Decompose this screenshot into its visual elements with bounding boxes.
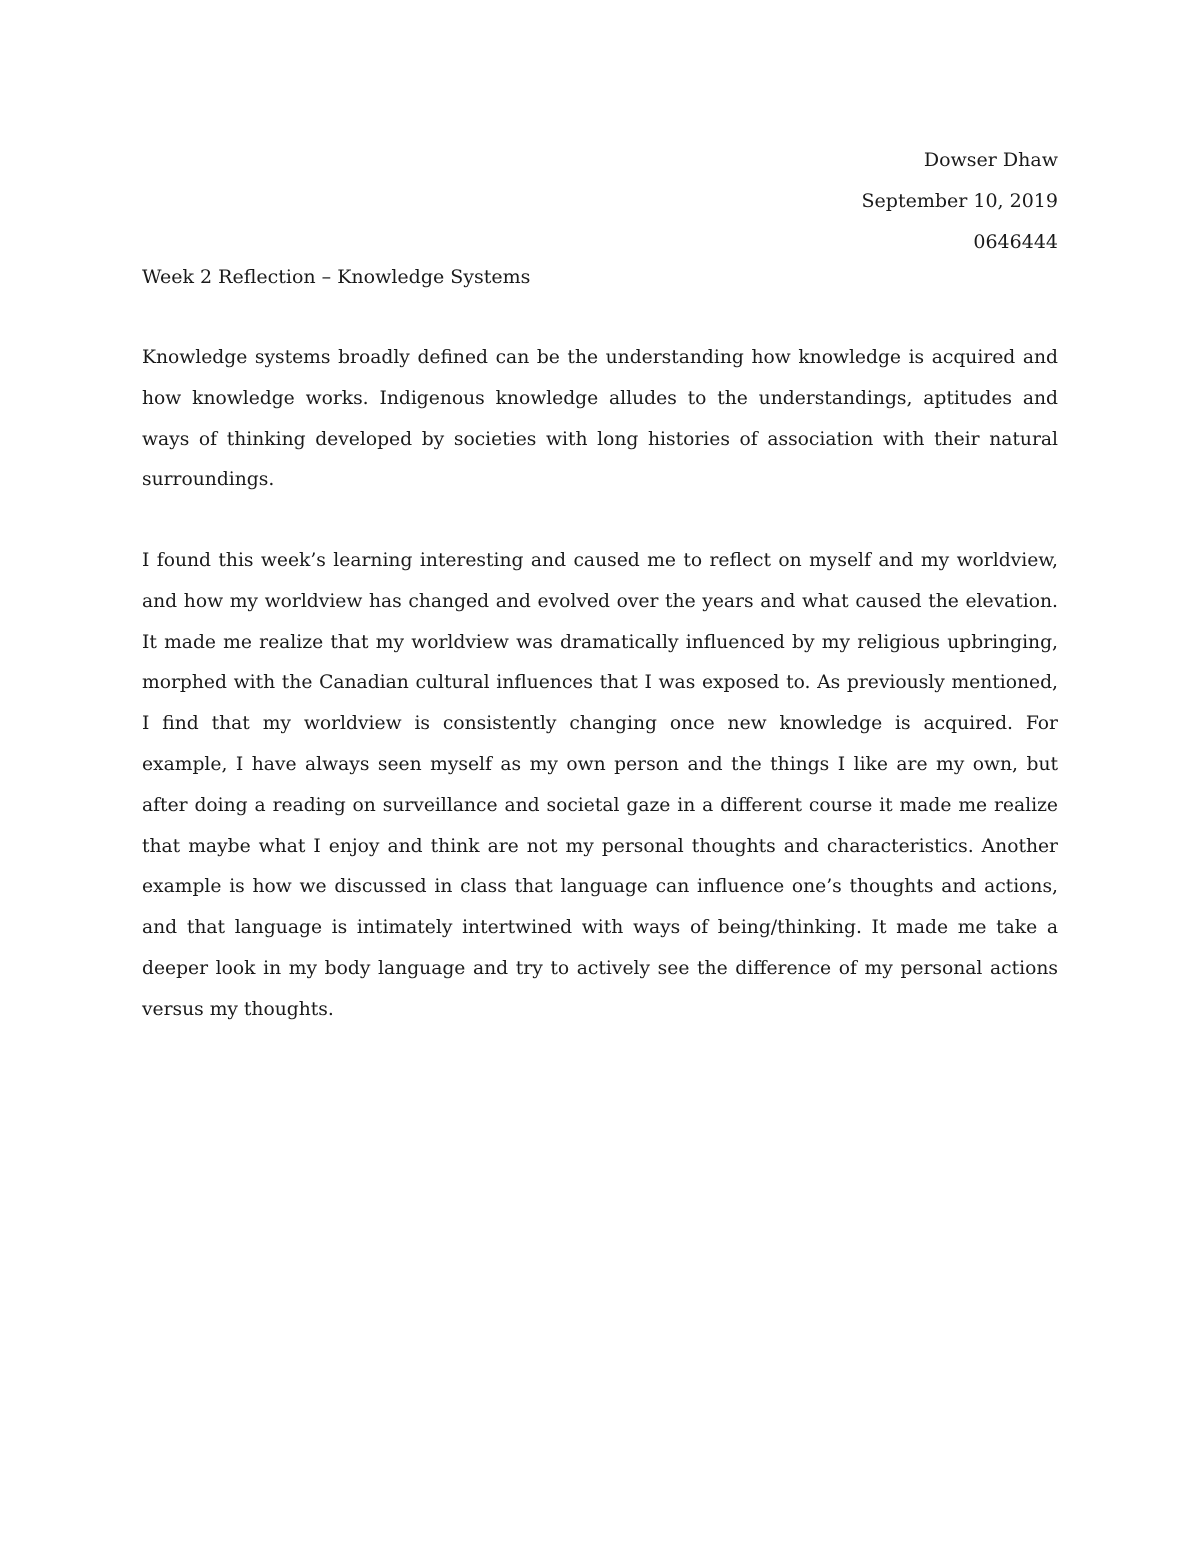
paragraph-text: Knowledge systems broadly defined can be the understanding how knowledge is acquired and how knowledge works. Indigenous knowledge alludes to the understandings, aptitudes and ways of thinking developed by societies with long histories of association with their natural surroundings. — [142, 347, 1058, 491]
student-number: 0646444 — [973, 230, 1058, 253]
author-header — [862, 140, 1058, 262]
document-title: Week 2 Reflection – Knowledge Systems — [142, 266, 531, 288]
paragraph-2 — [142, 541, 1058, 1031]
paragraph-1 — [142, 338, 1058, 501]
paragraph-text: I found this week’s learning interesting and caused me to reflect on myself and my worldview, and how my worldview has changed and evolved over the years and what caused the elevation. It made me realize that my worldview was dramatically influenced by my religious upbringing, morphed with the Canadian cultural influences that I was exposed to. As previously mentioned, I find that my worldview is consistently changing once new knowledge is acquired. For example, I have always seen myself as my own person and the things I like are my own, but after doing a reading on surveillance and societal gaze in a different course it made me realize that maybe what I enjoy and think are not my personal thoughts and characteristics. Another example is how we discussed in class that language can influence one’s thoughts and actions, and that language is intimately intertwined with ways of being/thinking. It made me take a deeper look in my body language and try to actively see the difference of my personal actions versus my thoughts. — [142, 550, 1058, 1020]
document-date: September 10, 2019 — [861, 189, 1058, 212]
author-name: Dowser Dhaw — [923, 149, 1058, 171]
